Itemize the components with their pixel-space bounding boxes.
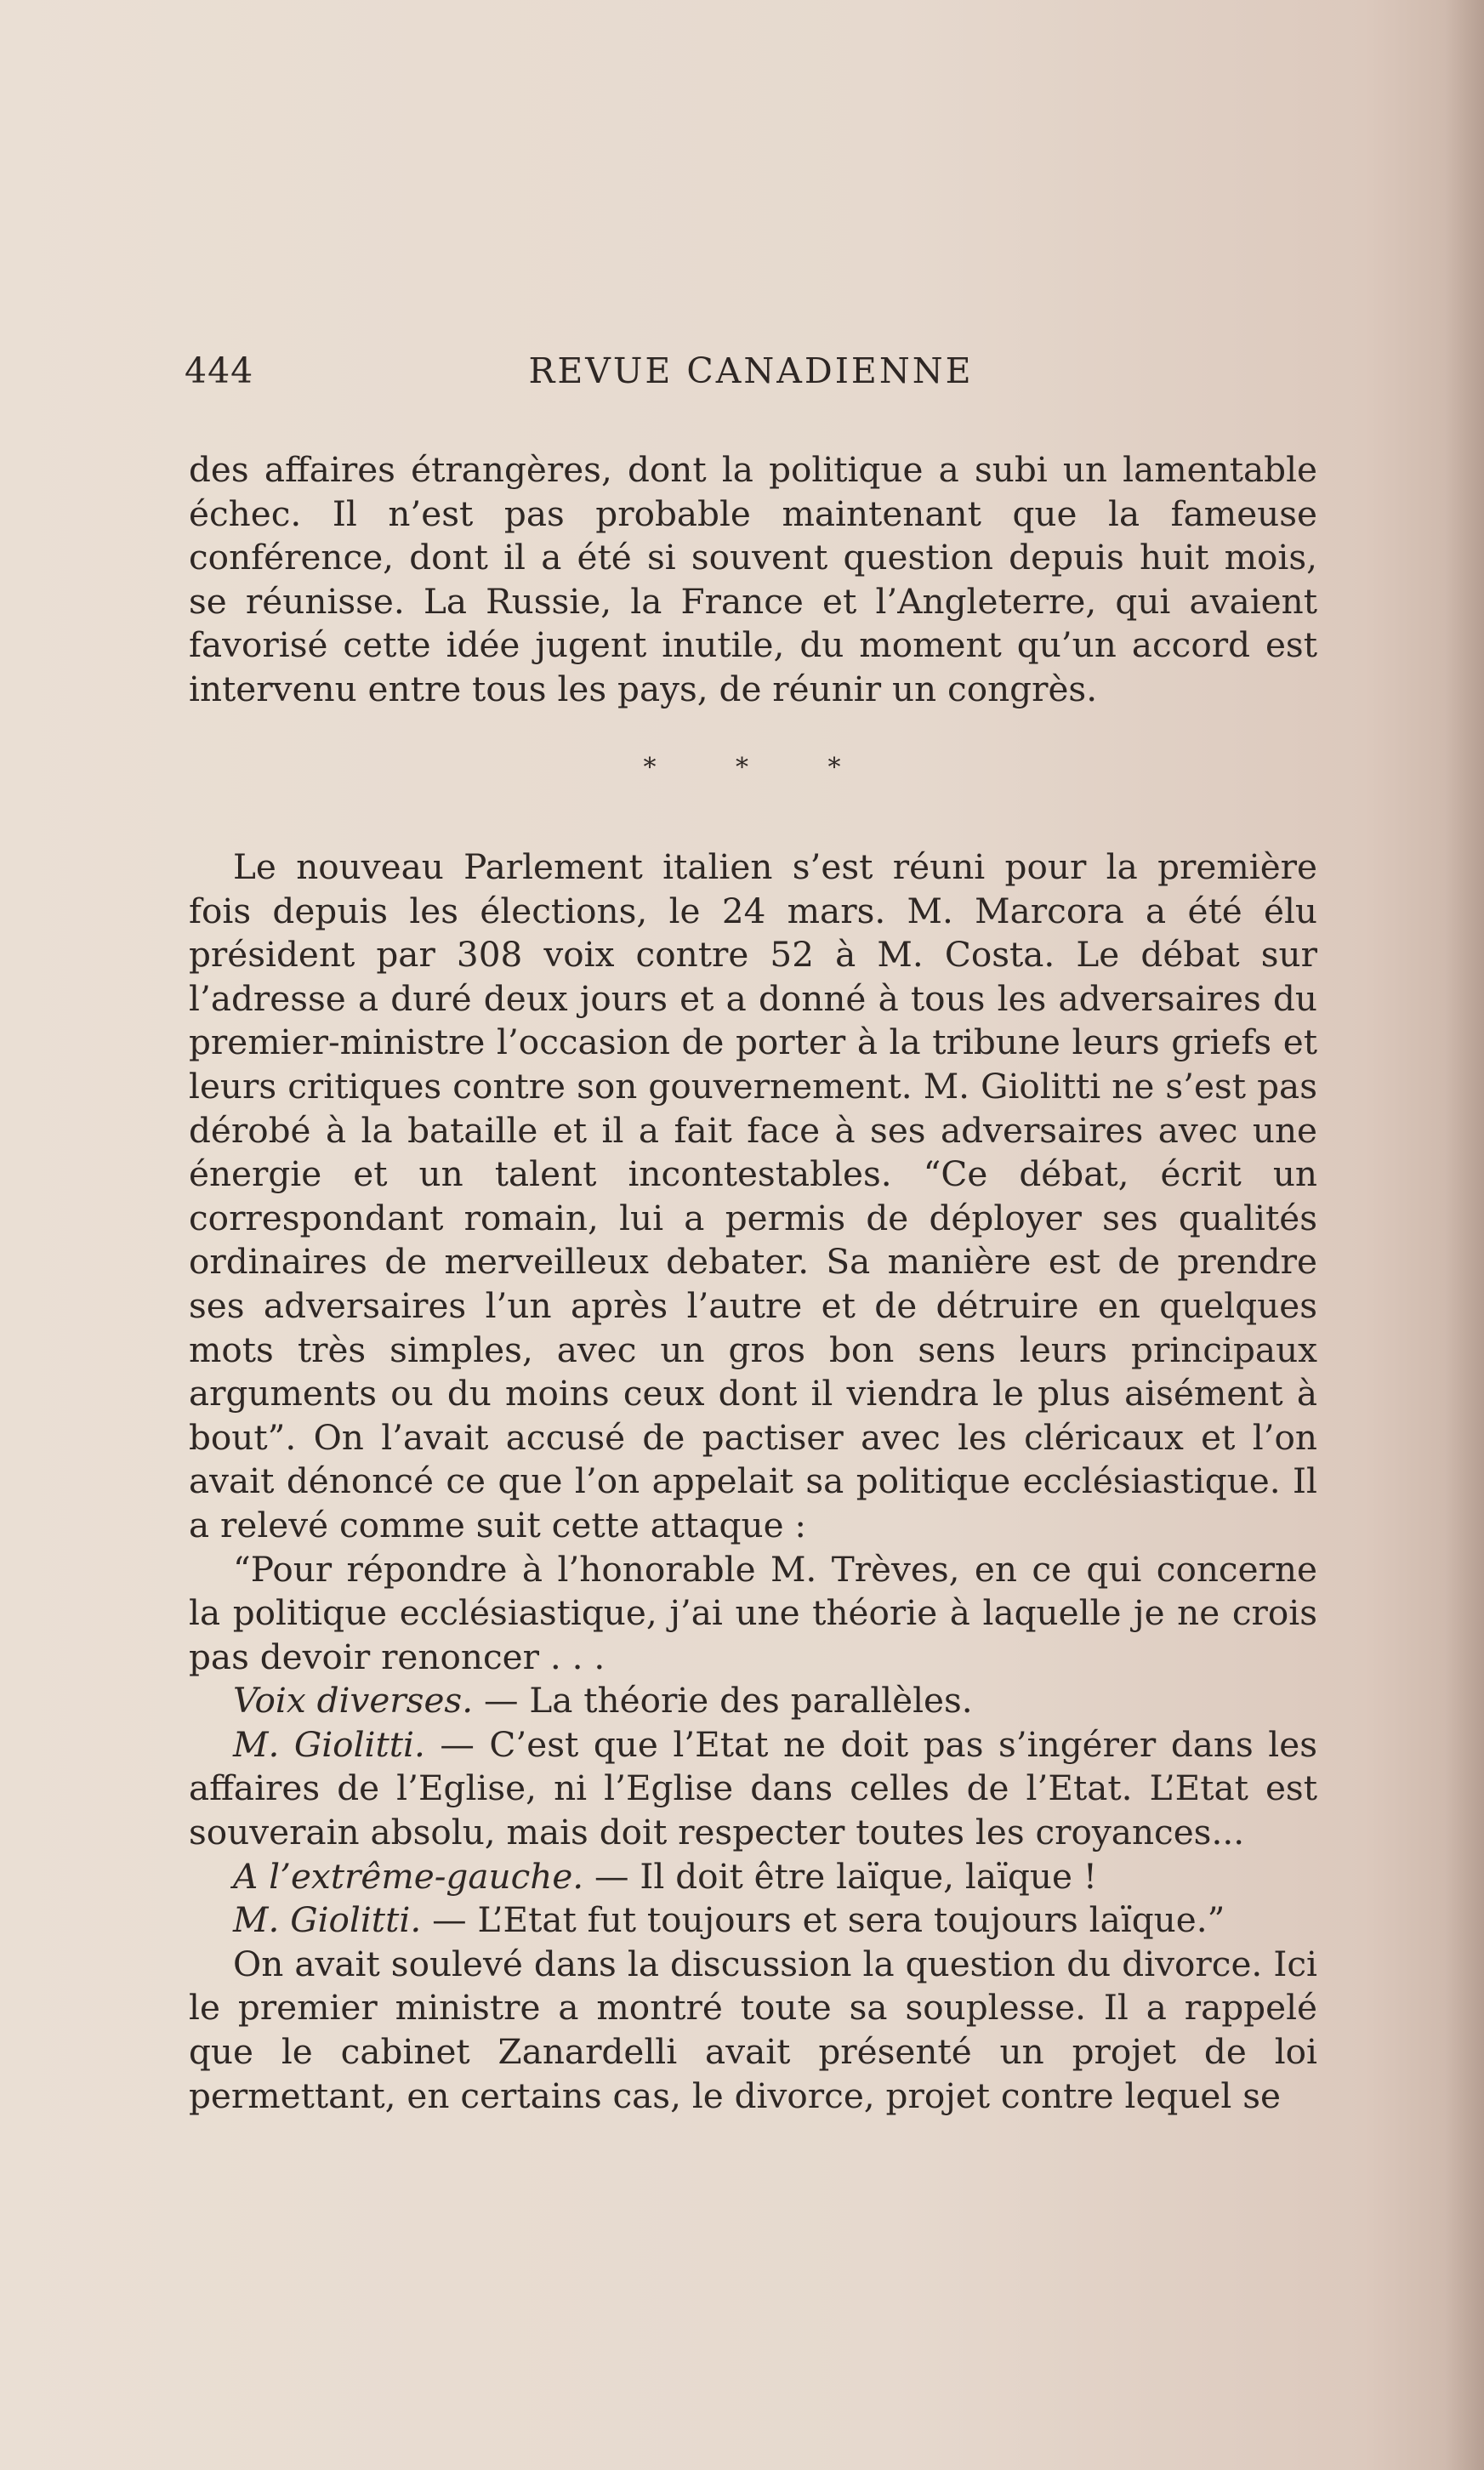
paragraph: Le nouveau Parlement italien s’est réuni pour la première fois depuis les élections, le 24 mars. M. Marcora a été élu président par 308 voix contre 52 à M. Costa. Le débat sur l’adresse a duré deux jours et a donné à tous les adversaires du premier-ministre l’occasion de porter à la tribune leurs griefs et leurs critiques contre son gouvernement. M. Giolitti ne s’est pas dérobé à la bataille et il a fait face à ses adversaires avec une énergie et un talent incontestables. “Ce débat, écrit un correspondant romain, lui a permis de déployer ses qualités ordinaires de merveilleux debater. Sa manière est de prendre ses adversaires l’un après l’autre et de détruire en quelques mots très simples, avec un gros bon sens leurs principaux arguments ou du moins ceux dont il viendra le plus aisément à bout”. On l’avait accusé de pactiser avec les cléricaux et l’on avait dénoncé ce que l’on appelait sa politique ecclésiastique. Il a relevé comme suit cette attaque : — [189, 846, 1317, 1545]
dialogue-text: — Il doit être laïque, laïque ! — [583, 1855, 1098, 1897]
paragraph: des affaires étrangères, dont la politique a subi un lamentable échec. Il n’est pas probable maintenant que la fameuse conférence, dont il a été si souvent question depuis huit mois, se réunisse. La Russie, la France et l’Angleterre, qui avaient favorisé cette idée jugent inutile, du moment qu’un accord est intervenu entre tous les pays, de réunir un congrès. — [189, 449, 1317, 709]
dialogue-line — [189, 1679, 1317, 1723]
text-block-italian-parliament — [189, 845, 1317, 2118]
dialogue-line — [189, 1898, 1317, 1943]
page-gutter-shadow — [1445, 0, 1484, 2470]
paragraph: On avait soulevé dans la discussion la question du divorce. Ici le premier ministre a montré toute sa souplesse. Il a rappelé que le cabinet Zanardelli avait présenté un projet de loi permettant, en certains cas, le divorce, projet contre lequel se — [189, 1943, 1317, 2116]
speaker-label: M. Giolitti. — [233, 1899, 422, 1941]
speaker-label: A l’extrême-gauche. — [233, 1855, 584, 1897]
dialogue-text: — La théorie des parallèles. — [473, 1680, 973, 1722]
running-title: REVUE CANADIENNE — [528, 350, 974, 391]
dialogue-line — [189, 1855, 1317, 1899]
text-block-foreign-affairs — [189, 448, 1317, 712]
dialogue-line — [189, 1723, 1317, 1855]
page-header — [185, 350, 1317, 401]
section-separator: * * * — [643, 753, 877, 783]
dialogue-text: — C’est que l’Etat ne doit pas s’ingérer dans les affaires de l’Eglise, ni l’Eglise dans celles de l’Etat. L’Etat est souverain absolu, mais doit respecter toutes les croyances... — [189, 1723, 1317, 1853]
page-number: 444 — [185, 350, 254, 391]
quote-paragraph: “Pour répondre à l’honorable M. Trèves, en ce qui concerne la politique ecclésiastique, j’ai une théorie à laquelle je ne crois pas devoir renoncer . . . — [189, 1548, 1317, 1677]
dialogue-text: — L’Etat fut toujours et sera toujours laïque.” — [421, 1899, 1225, 1941]
speaker-label: Voix diverses. — [233, 1680, 474, 1722]
speaker-label: M. Giolitti. — [233, 1723, 425, 1765]
